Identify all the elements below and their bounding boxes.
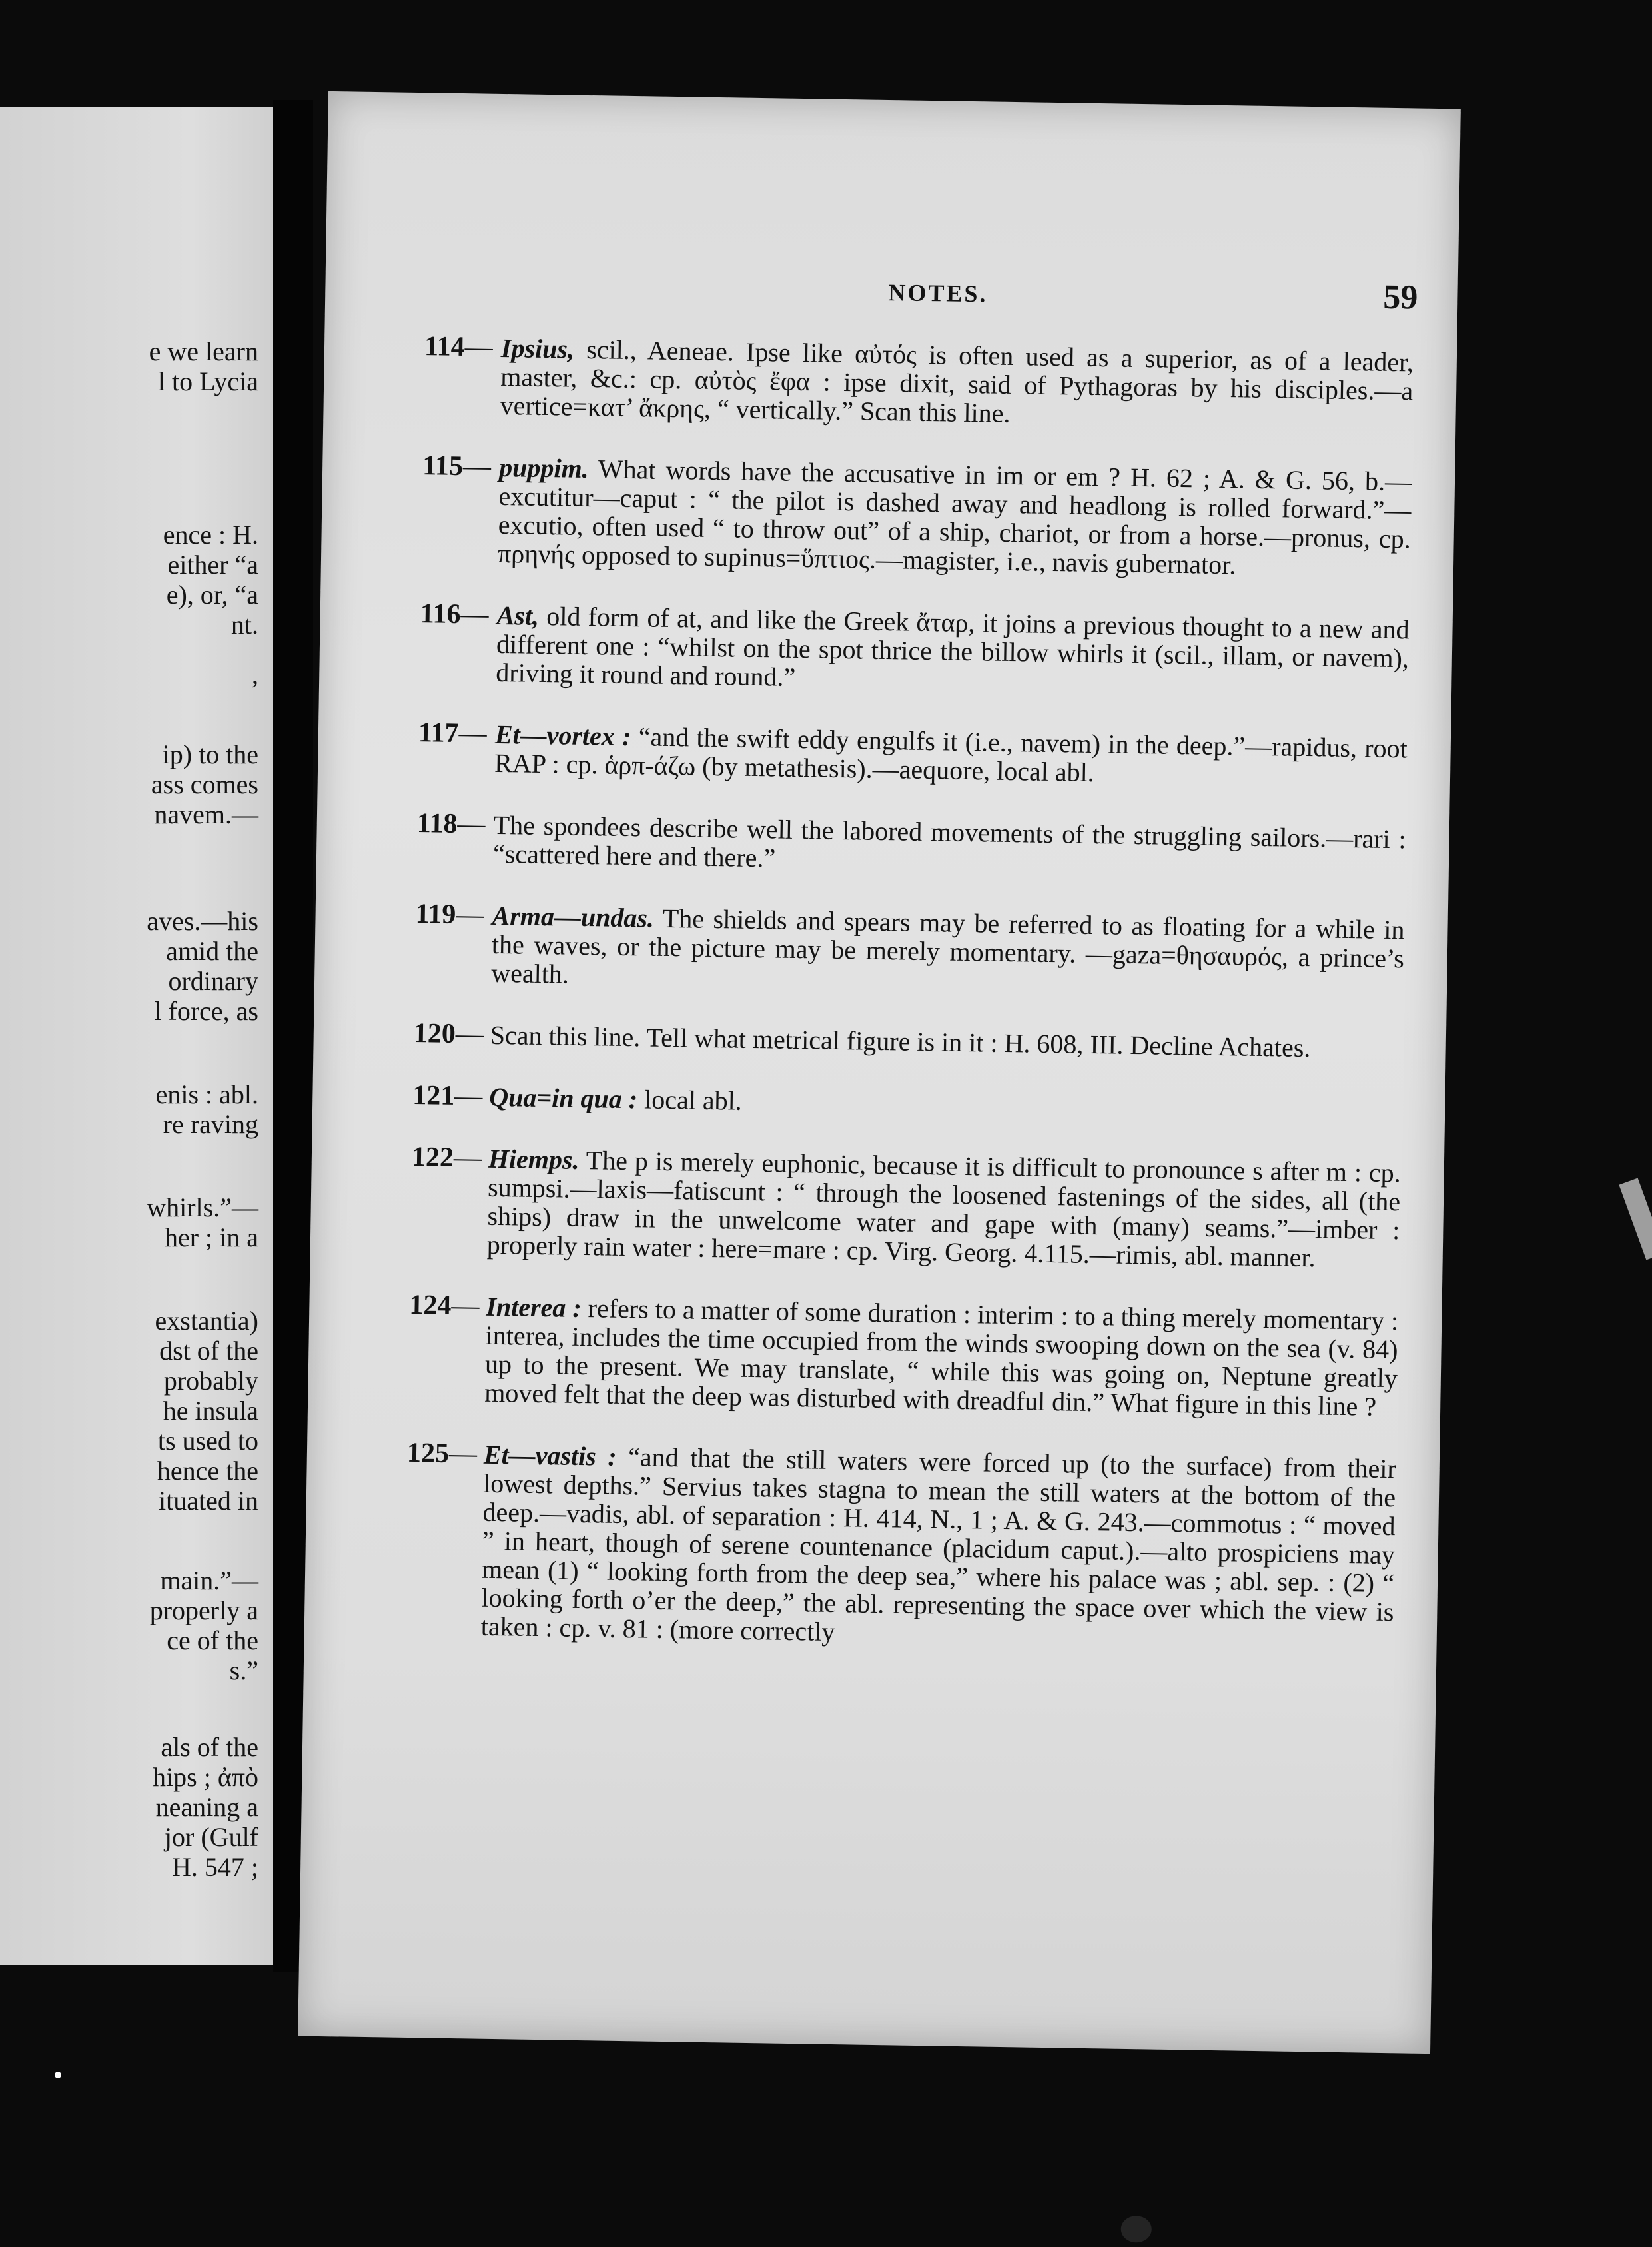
left-page-line: e we learn bbox=[149, 336, 258, 366]
note-text: What words have the accusative in im or em ? H. 62 ; A. & G. 56, b.—excutitur—caput : “ the pilot is dashed away and headlong is rolled forward.”—excutio, often used “ to throw out” of a ship, chariot, or from a horse.—pronus, cp. πρηνής opposed to supinus=ὕπτιος.—magister, i.e., navis gubernator. bbox=[497, 454, 1412, 580]
note-lemma: Qua=in qua : bbox=[489, 1081, 638, 1115]
note-number: 119 — bbox=[415, 900, 484, 930]
note-entry bbox=[418, 719, 1408, 791]
left-page-line: whirls.”— bbox=[147, 1192, 258, 1222]
note-entry bbox=[414, 900, 1405, 1001]
note-lemma: puppim. bbox=[498, 452, 590, 484]
note-text: refers to a matter of some duration : interim : to a thing merely momentary : interea, includes the time occupied from the winds swooping down on the sea (v. 84) up to the present. We may translate, “ while this was going on, Neptune greatly moved felt that the deep was disturbed with dreadful din.” What figure in this line ? bbox=[484, 1293, 1399, 1422]
left-page-line: probably bbox=[163, 1366, 258, 1396]
note-text: The shields and spears may be referred to as floating for a while in the waves, or the picture may be merely momentary. —gaza=θησαυρός, a prince’s wealth. bbox=[490, 903, 1405, 989]
note-number: 117 — bbox=[418, 719, 487, 749]
left-page-line: ituated in bbox=[159, 1486, 258, 1516]
left-page-line: ip) to the bbox=[162, 739, 258, 769]
left-page-line: exstantia) bbox=[155, 1306, 258, 1336]
note-lemma: Ipsius, bbox=[500, 332, 575, 364]
notes-list bbox=[404, 332, 1414, 1688]
note-number: 120 — bbox=[413, 1019, 484, 1049]
left-page-line: neaning a bbox=[155, 1792, 258, 1822]
left-page-line: hips ; ἀπὸ bbox=[153, 1762, 258, 1792]
note-lemma: Interea : bbox=[486, 1291, 582, 1324]
note-text: scil., Aeneae. Ipse like αὐτός is often used as a superior, as of a leader, master, &c.: cp. αὐτὸς ἔφα : ipse dixit, said of Pythagoras by his disciples.—a vertice=κατ’ ἄκρης, “ vertically.” Scan this line. bbox=[500, 334, 1414, 428]
note-text: old form of at, and like the Greek ἄταρ, it joins a previous thought to a new and different one : “whilst on the spot thrice the billow whirls it (scil., illam, or navem), driving it round and round.” bbox=[496, 600, 1410, 692]
left-page-line: nt. bbox=[230, 610, 258, 640]
note-entry bbox=[412, 1081, 1402, 1125]
left-page-line: aves.—his bbox=[147, 906, 258, 936]
left-page-line: hence the bbox=[157, 1456, 258, 1486]
note-number: 121 — bbox=[412, 1081, 483, 1111]
left-page-line: either “a bbox=[167, 550, 258, 580]
note-lemma: Et—vortex : bbox=[494, 719, 631, 752]
note-lemma: Ast, bbox=[496, 600, 540, 631]
note-entry bbox=[416, 809, 1406, 882]
note-entry bbox=[404, 1439, 1397, 1655]
note-number: 115 — bbox=[422, 452, 491, 482]
scan-edge-artifact bbox=[1619, 1178, 1652, 1260]
left-page-line: ts used to bbox=[157, 1426, 258, 1456]
left-page-line: ass comes bbox=[151, 769, 258, 799]
note-text: The p is merely euphonic, because it is difficult to pronounce s after m : cp. sumpsi.—laxis—fatiscunt : “ through the loosened fastenings of the sides, all (the ships) draw in the unwelcome water and gape with (many) seams.”—imber : properly rain water : here=mare : cp. Virg. Georg. 4.115.—rimis, abl. manner. bbox=[486, 1144, 1402, 1273]
left-page-line: enis : abl. bbox=[155, 1079, 258, 1109]
left-page-line: her ; in a bbox=[164, 1222, 258, 1252]
left-page-line: re raving bbox=[163, 1109, 258, 1139]
left-page-line: jor (Gulf bbox=[164, 1822, 258, 1852]
note-text: The spondees describe well the labored movements of the struggling sailors.—rari : “scattered here and there.” bbox=[492, 809, 1406, 873]
left-page-line: l force, as bbox=[154, 996, 258, 1026]
left-page-line: navem.— bbox=[154, 799, 258, 829]
note-text: local abl. bbox=[637, 1084, 743, 1116]
note-entry bbox=[419, 600, 1410, 701]
left-page-line: properly a bbox=[149, 1595, 258, 1625]
note-number: 114 — bbox=[424, 332, 493, 362]
running-head: NOTES. bbox=[888, 279, 988, 308]
page-stain bbox=[1120, 2216, 1152, 2243]
left-page-line: main.”— bbox=[160, 1566, 258, 1595]
note-number: 125 — bbox=[407, 1439, 478, 1469]
note-number: 116 — bbox=[420, 600, 488, 630]
note-number: 122 — bbox=[412, 1143, 482, 1173]
note-number: 124 — bbox=[409, 1291, 480, 1321]
note-text: “and the swift eddy engulfs it (i.e., navem) in the deep.”—rapidus, root RAP : cp. ἁρπ-άζω (by metathesis).—aequore, local abl. bbox=[494, 721, 1408, 788]
left-page-line: als of the bbox=[161, 1732, 258, 1762]
page-number: 59 bbox=[1382, 278, 1418, 317]
left-page-line: he insula bbox=[163, 1396, 258, 1426]
note-lemma: Arma—undas. bbox=[492, 900, 655, 933]
note-entry bbox=[410, 1143, 1402, 1273]
note-number: 118 — bbox=[416, 809, 485, 839]
note-lemma: Et—vastis : bbox=[483, 1439, 618, 1472]
note-entry bbox=[423, 332, 1414, 434]
left-page-fragment bbox=[0, 107, 273, 1965]
left-page-line: e), or, “a bbox=[166, 580, 258, 610]
left-page-line: s.” bbox=[229, 1655, 258, 1685]
note-lemma: Hiemps. bbox=[488, 1143, 580, 1175]
left-page-line: dst of the bbox=[159, 1336, 258, 1366]
note-entry bbox=[408, 1291, 1399, 1421]
book-page bbox=[298, 91, 1461, 2054]
note-entry bbox=[413, 1019, 1402, 1063]
left-page-line: l to Lycia bbox=[157, 366, 258, 396]
note-entry bbox=[421, 452, 1412, 582]
left-page-line: H. 547 ; bbox=[172, 1852, 258, 1882]
note-text: Scan this line. Tell what metrical figure is in it : H. 608, III. Decline Achates. bbox=[490, 1019, 1311, 1063]
left-page-line: ce of the bbox=[167, 1625, 258, 1655]
note-text: “and that the still waters were forced up (to the surface) from their lowest depths.” Servius takes stagna to mean the still waters at the bottom of the deep.—vadis, abl. of separation : H. 414, N., 1 ; A. & G. 243.—commotus : “ moved ” in heart, though of serene countenance (placidum caput.).—alto prospiciens may mean (1) “ looking forth from the deep sea,” where his palace was ; abl. sep. : (2) “ looking forth o’er the deep,” the abl. representing the space over which the view is taken : cp. v. 81 : (more correctly bbox=[480, 1441, 1397, 1647]
left-page-line: ordinary bbox=[168, 966, 258, 996]
left-page-line: amid the bbox=[166, 936, 258, 966]
scan-dust-speck bbox=[55, 2072, 61, 2078]
left-page-line: ence : H. bbox=[163, 520, 258, 550]
left-page-line: , bbox=[252, 660, 258, 689]
